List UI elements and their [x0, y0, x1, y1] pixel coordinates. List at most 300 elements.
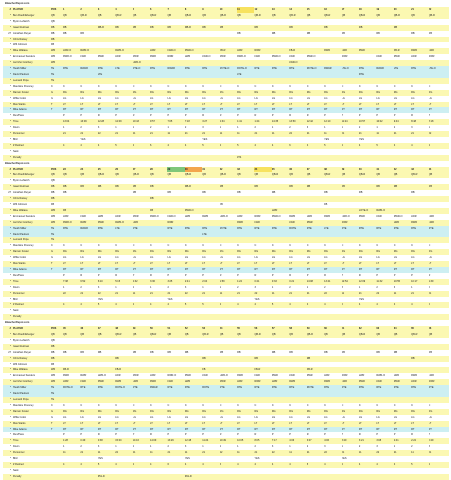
- play-cell: LWR-O: [219, 214, 228, 218]
- play-cell: [342, 155, 359, 161]
- play-cell: 4: [115, 462, 117, 466]
- play-cell: P: [167, 273, 170, 277]
- play-cell: RWR: [428, 380, 435, 384]
- play-cell: RTE: [411, 386, 417, 390]
- play-cell: RB: [254, 25, 258, 29]
- play-cell: 10:17: [411, 279, 418, 283]
- play-cell: QB: [341, 173, 346, 177]
- play-cell: LT: [202, 421, 205, 425]
- play-cell: LWR: [132, 380, 138, 384]
- play-cell: [342, 474, 359, 480]
- play-cell: 4: [132, 143, 135, 147]
- play-cell: #51-D: [97, 474, 105, 478]
- play-cell: 11: [289, 451, 292, 455]
- play-cell: RT: [63, 108, 67, 112]
- play-cell: LT: [393, 102, 397, 106]
- play-cell: C: [80, 244, 83, 248]
- play-cell: 11: [393, 291, 397, 295]
- play-cell: 5: [202, 143, 204, 147]
- row-number-cell: *: [10, 333, 11, 337]
- play-cell: RWR: [254, 380, 261, 384]
- play-cell: 11:32: [376, 279, 383, 283]
- play-cell: LT: [202, 262, 205, 266]
- play-cell: RT: [115, 267, 119, 271]
- play-cell: LT: [132, 421, 136, 425]
- play-cell: RT: [411, 108, 415, 112]
- play-cell: RB: [411, 31, 415, 35]
- play-cell: RB: [341, 350, 345, 354]
- play-cell: C: [63, 244, 65, 248]
- play-cell: [167, 474, 184, 480]
- play-cell: C: [341, 403, 344, 407]
- play-cell: 4: [271, 143, 274, 147]
- play-cell: LWR: [150, 374, 156, 378]
- play-cell: 2: [411, 445, 413, 449]
- play-cell: RB: [289, 185, 293, 189]
- position-cell: TE: [51, 392, 55, 396]
- play-cell: QB: [428, 333, 433, 337]
- play-cell: LWR: [63, 380, 69, 384]
- play-cell: 4: [219, 143, 222, 147]
- row-number-cell: *: [10, 19, 11, 23]
- play-cell: LG: [115, 96, 119, 100]
- play-cell: 7:05: [167, 120, 173, 124]
- play-cell: C: [411, 84, 413, 88]
- play-cell: RB: [132, 350, 137, 354]
- play-cell: LT: [376, 421, 380, 425]
- position-cell: RB: [51, 197, 55, 201]
- play-cell: LG: [115, 256, 119, 260]
- row-number-cell: *: [10, 13, 11, 17]
- play-cell: LG: [132, 96, 136, 100]
- play-cell: 11: [237, 451, 240, 455]
- play-cell: 21: [80, 132, 84, 136]
- play-cell: LG: [80, 415, 84, 419]
- play-cell: LT: [237, 421, 240, 425]
- play-cell: LTE-O: [341, 67, 349, 71]
- play-cell: 0:21: [289, 279, 295, 283]
- position-cell: FB: [51, 362, 55, 366]
- play-cell: P: [202, 273, 204, 277]
- play-cell: 22: [324, 291, 327, 295]
- play-cell: 22: [376, 451, 380, 455]
- player-name-cell: David Paulson: [13, 232, 30, 236]
- play-cell: [150, 314, 167, 320]
- play-cell: LWR: [411, 214, 417, 218]
- play-cell: YES: [97, 297, 103, 301]
- play-cell: 1: [271, 126, 274, 130]
- play-cell: 21: [132, 132, 136, 136]
- row-number-cell: *: [10, 338, 11, 342]
- play-cell: 9:57: [150, 120, 155, 124]
- row-number-cell: *: [10, 61, 11, 65]
- play-cell: 3: [271, 445, 274, 449]
- play-cell: RWR: [254, 214, 261, 218]
- play-cell: C: [393, 244, 396, 248]
- play-cell: RG: [393, 250, 398, 254]
- play-cell: LG: [202, 96, 206, 100]
- play-cell: RG: [306, 250, 311, 254]
- play-cell: 1: [63, 285, 65, 289]
- play-cell: LT: [219, 262, 223, 266]
- play-cell: 4: [115, 303, 117, 307]
- row-number-cell: #: [9, 327, 11, 331]
- play-cell: RWR: [411, 374, 418, 378]
- row-number-cell: *: [10, 457, 11, 461]
- play-cell: [254, 314, 271, 320]
- play-cell: R: [219, 273, 222, 277]
- play-cell: LG: [202, 256, 206, 260]
- game-number-cell: 43: [411, 167, 414, 171]
- game-number-cell: 48: [115, 327, 118, 331]
- play-cell: LWR: [184, 55, 191, 59]
- play-cell: RG: [167, 250, 172, 254]
- row-number-cell: *: [10, 55, 11, 59]
- play-cell: R: [115, 273, 118, 277]
- play-cell: RT: [132, 108, 136, 112]
- position-cell: QB: [51, 179, 55, 183]
- play-cell: 1: [341, 445, 343, 449]
- player-name-cell: Mike Adams: [13, 427, 27, 431]
- play-cell: 2: [289, 285, 291, 289]
- play-cell: RTE: [254, 386, 260, 390]
- row-number-cell: 27: [8, 350, 11, 354]
- play-cell: 22: [184, 291, 188, 295]
- play-cell: LWR: [271, 380, 278, 384]
- game-number-cell: 45: [63, 327, 66, 331]
- play-cell: QB-R: [80, 13, 87, 17]
- play-cell: RWR: [306, 374, 313, 378]
- play-cell: LWR: [289, 55, 295, 59]
- play-cell: RG: [271, 90, 276, 94]
- play-cell: C: [202, 84, 205, 88]
- play-cell: RT: [132, 267, 136, 271]
- play-cell: 1: [376, 126, 378, 130]
- play-cell: C: [428, 84, 431, 88]
- play-cell: FB: [202, 368, 206, 372]
- player-name-cell: Mike Adams: [13, 108, 27, 112]
- play-cell: 21: [150, 291, 153, 295]
- row-number-cell: *: [10, 244, 11, 248]
- play-cell: LT: [237, 262, 240, 266]
- play-cell: RG: [376, 250, 381, 254]
- play-cell: QB-R: [184, 13, 192, 17]
- play-cell: RG: [184, 90, 189, 94]
- play-cell: RTE: [254, 67, 260, 71]
- game-number-cell: 12: [254, 8, 258, 11]
- position-cell: QB: [51, 13, 55, 17]
- play-cell: 1: [289, 445, 291, 449]
- game-number-cell: 46: [80, 327, 84, 331]
- play-cell: 4: [341, 462, 343, 466]
- play-cell: 4: [97, 143, 100, 147]
- game-number-cell: 62: [358, 327, 362, 331]
- play-cell: RB: [202, 191, 206, 195]
- play-cell: P: [237, 273, 239, 277]
- play-cell: QB: [150, 173, 154, 177]
- play-cell: 21: [306, 291, 310, 295]
- play-cell: QB: [219, 333, 224, 337]
- play-cell: 22: [289, 132, 293, 136]
- player-name-cell: Maurkice Pouncey: [13, 403, 34, 407]
- player-name-cell: Emmanuel Sanders: [13, 214, 35, 218]
- play-cell: 2:41: [393, 439, 399, 443]
- play-cell: LG: [219, 96, 223, 100]
- play-cell: [202, 314, 219, 320]
- play-cell: RWR-O: [63, 220, 72, 224]
- play-cell: 21: [167, 291, 171, 295]
- play-cell: P: [341, 273, 344, 277]
- row-number-cell: *: [10, 297, 11, 301]
- play-cell: 8:05: [254, 439, 260, 443]
- play-cell: RWR: [97, 380, 104, 384]
- row-number-cell: *: [10, 102, 11, 106]
- play-cell: P: [184, 114, 187, 118]
- play-cell: P: [324, 433, 326, 437]
- play-cell: RB: [80, 350, 84, 354]
- position-cell: C: [51, 403, 53, 407]
- player-header: PLAYER: [13, 8, 23, 11]
- game-number-cell: 41: [376, 167, 380, 171]
- play-cell: RT: [306, 108, 310, 112]
- player-name-cell: Maurkice Pouncey: [13, 84, 34, 88]
- play-cell: LT: [306, 421, 310, 425]
- play-cell: QB: [428, 173, 433, 177]
- play-cell: 21: [150, 132, 153, 136]
- play-cell: QB: [132, 13, 137, 17]
- play-cell: C: [80, 84, 83, 88]
- play-cell: RT: [271, 267, 276, 271]
- play-cell: 11: [150, 451, 153, 455]
- position-cell: RB: [51, 37, 55, 41]
- play-cell: 5: [376, 143, 378, 147]
- play-cell: FB-R: [306, 368, 313, 372]
- play-cell: LG: [428, 256, 432, 260]
- play-cell: LT: [358, 421, 362, 425]
- game-number-cell: 33: [237, 167, 240, 171]
- play-cell: 2: [167, 285, 169, 289]
- play-cell: LG: [184, 415, 189, 419]
- play-cell: 4: [80, 462, 82, 466]
- play-cell: LTE: [115, 67, 120, 71]
- play-cell: R: [358, 273, 361, 277]
- player-name-cell: Max Starks: [13, 262, 26, 266]
- play-cell: RT: [358, 267, 363, 271]
- play-cell: ROTE-O: [115, 386, 125, 390]
- play-cell: LTE: [115, 226, 120, 230]
- row-number-cell: *: [10, 468, 11, 472]
- play-cell: RT: [167, 427, 171, 431]
- play-cell: RTE: [376, 226, 382, 230]
- play-cell: 1: [115, 126, 117, 130]
- play-cell: RWR: [393, 380, 400, 384]
- play-cell: 4: [167, 303, 169, 307]
- row-number-cell: *: [10, 309, 11, 313]
- play-cell: QB-R: [254, 333, 261, 337]
- play-cell: RG: [132, 409, 137, 413]
- play-cell: C: [254, 403, 257, 407]
- play-cell: 13:41: [324, 279, 331, 283]
- play-cell: LG: [150, 256, 154, 260]
- play-cell: RTE: [202, 67, 208, 71]
- play-cell: C: [306, 84, 309, 88]
- play-cell: RB: [219, 25, 224, 29]
- play-cell: RG: [324, 409, 328, 413]
- play-cell: LG: [254, 96, 258, 100]
- play-cell: LG: [358, 96, 363, 100]
- play-cell: R: [254, 433, 257, 437]
- play-cell: P: [341, 433, 344, 437]
- play-cell: RB: [324, 191, 328, 195]
- play-cell: C: [341, 244, 344, 248]
- play-cell: RB: [219, 350, 224, 354]
- game-number-cell: 15: [306, 8, 310, 11]
- play-cell: LG: [97, 415, 102, 419]
- position-cell: WR: [51, 374, 56, 378]
- row-number-cell: *: [10, 126, 11, 130]
- play-cell: QB: [167, 333, 172, 337]
- play-cell: RT: [219, 267, 223, 271]
- play-cell: 22: [115, 451, 118, 455]
- play-cell: RWR: [324, 49, 331, 53]
- play-cell: 3: [254, 285, 256, 289]
- play-cell: LG: [289, 415, 293, 419]
- play-cell: RWR: [219, 380, 226, 384]
- play-cell: RWR-O: [115, 220, 124, 224]
- play-cell: 11: [219, 291, 223, 295]
- play-cell: LT: [376, 262, 380, 266]
- play-cell: RTE: [271, 67, 277, 71]
- player-name-cell: Willie Colon: [13, 96, 27, 100]
- play-cell: QB: [63, 173, 67, 177]
- play-cell: RB: [80, 185, 84, 189]
- play-cell: [202, 155, 219, 161]
- play-cell: RB: [428, 185, 433, 189]
- play-cell: FB-R: [219, 49, 226, 53]
- play-cell: QB: [306, 13, 311, 17]
- play-cell: RWR-O: [115, 49, 124, 53]
- play-cell: C: [115, 403, 118, 407]
- source-label: BleacherDepot.com: [5, 161, 30, 165]
- game-number-cell: 31: [202, 167, 206, 171]
- play-cell: C: [97, 403, 100, 407]
- player-name-cell: Jonathan Dwyer: [13, 31, 32, 35]
- play-cell: 1: [202, 285, 204, 289]
- play-cell: 21: [411, 291, 414, 295]
- play-cell: QB: [376, 333, 380, 337]
- play-cell: RT: [115, 108, 119, 112]
- player-name-cell: Mike Wallace: [13, 49, 28, 53]
- play-cell: 13:50: [289, 120, 296, 124]
- play-cell: FB: [219, 203, 223, 206]
- play-cell: 5: [97, 462, 100, 466]
- play-cell: 2: [393, 126, 396, 130]
- play-cell: 2:34: [219, 120, 225, 124]
- play-cell: RB-R: [184, 185, 191, 189]
- play-cell: P: [428, 114, 431, 118]
- play-cell: RT: [150, 267, 154, 271]
- player-name-cell: Mike Wallace: [13, 208, 28, 212]
- play-cell: LG: [376, 96, 380, 100]
- play-cell: 6: [150, 143, 152, 147]
- play-cell: RB: [289, 350, 293, 354]
- play-cell: 8:18: [428, 120, 434, 124]
- play-cell: LWR: [341, 380, 347, 384]
- play-cell: RB: [237, 31, 241, 35]
- play-cell: RWR: [358, 49, 365, 53]
- play-cell: LT: [341, 102, 345, 106]
- play-cell: RTE: [289, 67, 295, 71]
- play-cell: LTE: [393, 67, 399, 71]
- play-cell: RWR-O: [376, 208, 386, 212]
- play-cell: LT: [271, 262, 275, 266]
- position-cell: G: [51, 250, 53, 254]
- row-number-cell: *: [10, 380, 11, 384]
- play-cell: [202, 474, 219, 480]
- play-cell: RTE: [132, 226, 138, 230]
- play-cell: LT: [80, 421, 84, 425]
- game-number-cell: 53: [202, 327, 206, 331]
- play-cell: RTE: [289, 386, 295, 390]
- play-cell: P: [202, 433, 204, 437]
- game-number-cell: 21: [411, 8, 414, 11]
- play-cell: C: [219, 244, 222, 248]
- play-cell: LG: [150, 96, 154, 100]
- play-cell: LG: [184, 256, 189, 260]
- play-cell: LT: [97, 102, 101, 106]
- play-cell: RWR: [237, 220, 243, 224]
- position-cell: T: [51, 108, 53, 112]
- play-cell: C: [80, 403, 83, 407]
- play-cell: 3: [97, 445, 100, 449]
- play-cell: RT: [115, 427, 119, 431]
- play-cell: 4: [80, 143, 82, 147]
- position-cell: FB: [51, 203, 55, 206]
- play-cell: LWR: [184, 380, 191, 384]
- game-number-cell: 50: [150, 327, 153, 331]
- play-cell: 21: [254, 132, 258, 136]
- play-cell: P: [63, 114, 65, 118]
- row-number-cell: *: [10, 232, 11, 236]
- row-number-cell: #: [9, 167, 11, 171]
- play-cell: QB: [376, 13, 380, 17]
- play-cell: RB: [324, 25, 328, 29]
- play-cell: LTE-O: [428, 67, 436, 71]
- play-cell: RWR: [358, 214, 365, 218]
- player-name-cell: Time: [13, 279, 19, 283]
- play-cell: 4: [219, 303, 222, 307]
- play-cell: C: [358, 403, 361, 407]
- play-cell: FB-R: [289, 49, 296, 53]
- play-cell: RT: [237, 267, 241, 271]
- play-cell: LG: [167, 256, 171, 260]
- play-cell: RWR: [132, 214, 139, 218]
- play-cell: RT: [132, 427, 136, 431]
- play-cell: C: [63, 403, 65, 407]
- position-cell: T: [51, 102, 53, 106]
- play-cell: RG: [150, 250, 154, 254]
- play-cell: RWAR: [80, 67, 88, 71]
- play-cell: 12:28: [97, 120, 105, 124]
- position-cell: T: [51, 421, 53, 425]
- play-cell: RWR-O: [376, 374, 386, 378]
- play-cell: LWR: [115, 374, 121, 378]
- play-cell: RTE: [63, 226, 68, 230]
- player-name-cell: Heath Miller: [13, 67, 27, 71]
- play-cell: P: [289, 433, 291, 437]
- play-cell: C: [376, 84, 379, 88]
- play-cell: RG: [411, 409, 415, 413]
